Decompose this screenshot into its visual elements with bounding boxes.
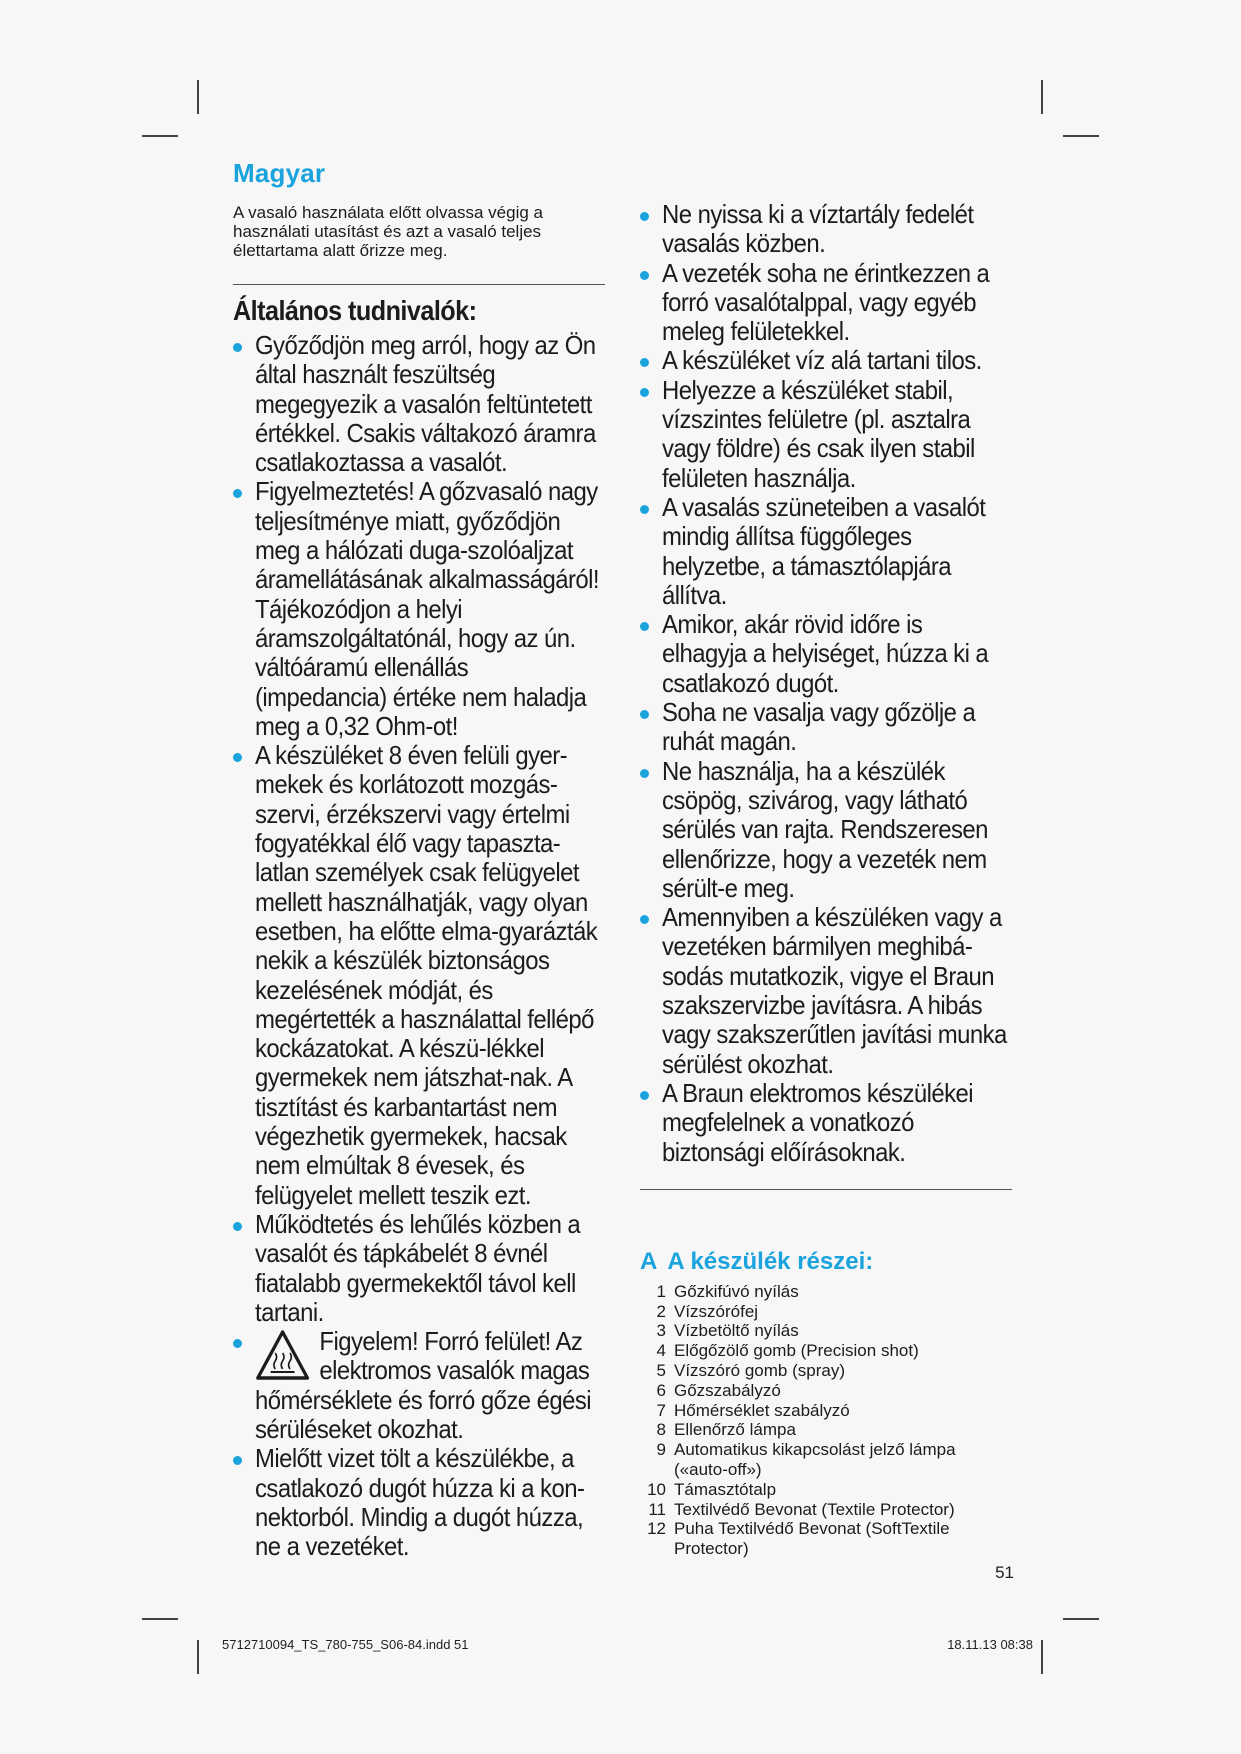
list-item: 9 Automatikus kikapcsolást jelző lámpa («auto-off») <box>656 1440 956 1479</box>
footer-timestamp: 18.11.13 08:38 <box>947 1637 1033 1652</box>
list-item: 1 Gőzkifúvó nyílás <box>656 1281 799 1301</box>
divider <box>233 284 605 285</box>
bullet-dot-icon <box>640 915 649 924</box>
list-item: A vasalás szüneteiben a vasalót mindig állítsa függőleges helyzetbe, a támasztólapjára állítva. <box>640 493 1012 610</box>
left-column <box>233 158 605 1561</box>
bullet-dot-icon <box>640 1091 649 1100</box>
list-item: 3 Vízbetöltő nyílás <box>656 1321 799 1341</box>
page-number: 51 <box>995 1563 1014 1582</box>
list-item: Ne használja, ha a készülék csöpög, szivárog, vagy látható sérülés van rajta. Rendszeresen ellenőrizze, hogy a vezeték nem sérült-e meg. <box>640 757 1012 903</box>
list-item: Működtetés és lehűlés közben a vasalót és tápkábelét 8 évnél fiatalabb gyermekektől távol kell tartani. <box>233 1210 605 1327</box>
list-item: 4 Előgőzölő gomb (Precision shot) <box>656 1341 919 1361</box>
bullet-dot-icon <box>233 1339 242 1348</box>
footer-file-info: 5712710094_TS_780-755_S06-84.indd 51 <box>222 1637 469 1652</box>
intro-text: A vasaló használata előtt olvassa végig a használati utasítást és azt a vasaló teljes élettartama alatt őrizze meg. <box>233 203 543 260</box>
parts-letter: A <box>640 1247 658 1275</box>
list-item: A készüléket víz alá tartani tilos. <box>640 346 1012 375</box>
list-item: 5 Vízszóró gomb (spray) <box>656 1360 845 1380</box>
bullet-dot-icon <box>640 622 649 631</box>
section-title: Magyar <box>233 158 326 188</box>
list-item: Ne nyissa ki a víztartály fedelét vasalás közben. <box>640 200 1012 259</box>
safety-list-left <box>233 331 605 1561</box>
hot-surface-warning-icon <box>255 1329 310 1381</box>
list-item: A készüléket 8 éven felüli gyer-mekek és korlátozott mozgás-szervi, érzékszervi vagy értelmi fogyatékkal élő vagy tapaszta-latlan személyek csak felügyelet mellett használhatják, vagy olyan esetben, ha előtte elma-gyarázták nekik a készülék biztonságos kezelésének módját, és megértették a használattal fellépő kockázatokat. A készü-lékkel gyermekek nem játszhat-nak. A tisztítást és karbantartást nem végezhetik gyermekek, hacsak nem elmúltak 8 évesek, és felügyelet mellett teszik ezt. <box>233 741 605 1210</box>
bullet-dot-icon <box>640 505 649 514</box>
crop-mark <box>197 1640 199 1674</box>
safety-list-right <box>640 200 1012 1167</box>
right-column <box>640 200 1012 1559</box>
list-item: 8 Ellenőrző lámpa <box>656 1420 796 1440</box>
bullet-dot-icon <box>640 388 649 397</box>
crop-mark <box>142 1618 178 1620</box>
bullet-dot-icon <box>640 358 649 367</box>
bullet-dot-icon <box>233 753 242 762</box>
list-item: 11 Textilvédő Bevonat (Textile Protector) <box>648 1499 955 1519</box>
list-item: A Braun elektromos készülékei megfelelnek a vonatkozó biztonsági előírásoknak. <box>640 1079 1012 1167</box>
list-item: 6 Gőzszabályzó <box>656 1380 781 1400</box>
crop-mark <box>1063 135 1099 137</box>
bullet-dot-icon <box>233 489 242 498</box>
list-item: Helyezze a készüléket stabil, vízszintes felületre (pl. asztalra vagy földre) és csak ilyen stabil felületen használja. <box>640 376 1012 493</box>
list-item: Amikor, akár rövid időre is elhagyja a helyiséget, húzza ki a csatlakozó dugót. <box>640 610 1012 698</box>
list-item: Mielőtt vizet tölt a készülékbe, a csatlakozó dugót húzza ki a kon-nektorból. Mindig a dugót húzza, ne a vezetéket. <box>233 1444 605 1561</box>
list-item: Győződjön meg arról, hogy az Ön által használt feszültség megegyezik a vasalón feltüntetett értékkel. Csakis váltakozó áramra csatlakoztassa a vasalót. <box>233 331 605 477</box>
parts-heading-text: A készülék részei: <box>667 1247 874 1275</box>
parts-heading <box>640 1248 1012 1276</box>
bullet-dot-icon <box>640 271 649 280</box>
list-item: Figyelmeztetés! A gőzvasaló nagy teljesítménye miatt, győződjön meg a hálózati duga-szolóaljzat áramellátásának alkalmasságáról! Tájékozódjon a helyi áramszolgáltatónál, hogy az ún. váltóáramú ellenállás (impedancia) értéke nem haladja meg a 0,32 Ohm-ot! <box>233 477 605 741</box>
bullet-dot-icon <box>640 710 649 719</box>
list-item: A vezeték soha ne érintkezzen a forró vasalótalppal, vagy egyéb meleg felületekkel. <box>640 259 1012 347</box>
crop-mark <box>1041 1640 1043 1674</box>
bullet-dot-icon <box>233 1456 242 1465</box>
list-item: 2 Vízszórófej <box>656 1301 759 1321</box>
warning-text: Figyelem! Forró felület! Az elektromos vasalók magas hőmérséklete és forró gőze égési sérüléseket okozhat. <box>255 1326 592 1444</box>
crop-mark <box>1041 80 1043 114</box>
list-item: Amennyiben a készüléken vagy a vezetéken bármilyen meghibá-sodás mutatkozik, vigye el Braun szakszervizbe javításra. A hibás vagy szakszerűtlen javítási munka sérülést okozhat. <box>640 903 1012 1079</box>
divider <box>640 1189 1012 1190</box>
warning-list-item <box>233 1327 605 1444</box>
list-item: 10 Támasztótalp <box>647 1479 777 1499</box>
bullet-dot-icon <box>233 1222 242 1231</box>
crop-mark <box>1063 1618 1099 1620</box>
bullet-dot-icon <box>640 212 649 221</box>
bullet-dot-icon <box>640 769 649 778</box>
general-heading: Általános tudnivalók: <box>233 295 477 326</box>
list-item: Soha ne vasalja vagy gőzölje a ruhát magán. <box>640 698 1012 757</box>
list-item: 12 Puha Textilvédő Bevonat (SoftTextile Protector) <box>647 1519 950 1559</box>
list-item: 7 Hőmérséklet szabályzó <box>656 1400 850 1420</box>
crop-mark <box>142 135 178 137</box>
crop-mark <box>197 80 199 114</box>
parts-list <box>640 1282 1012 1559</box>
bullet-dot-icon <box>233 343 242 352</box>
